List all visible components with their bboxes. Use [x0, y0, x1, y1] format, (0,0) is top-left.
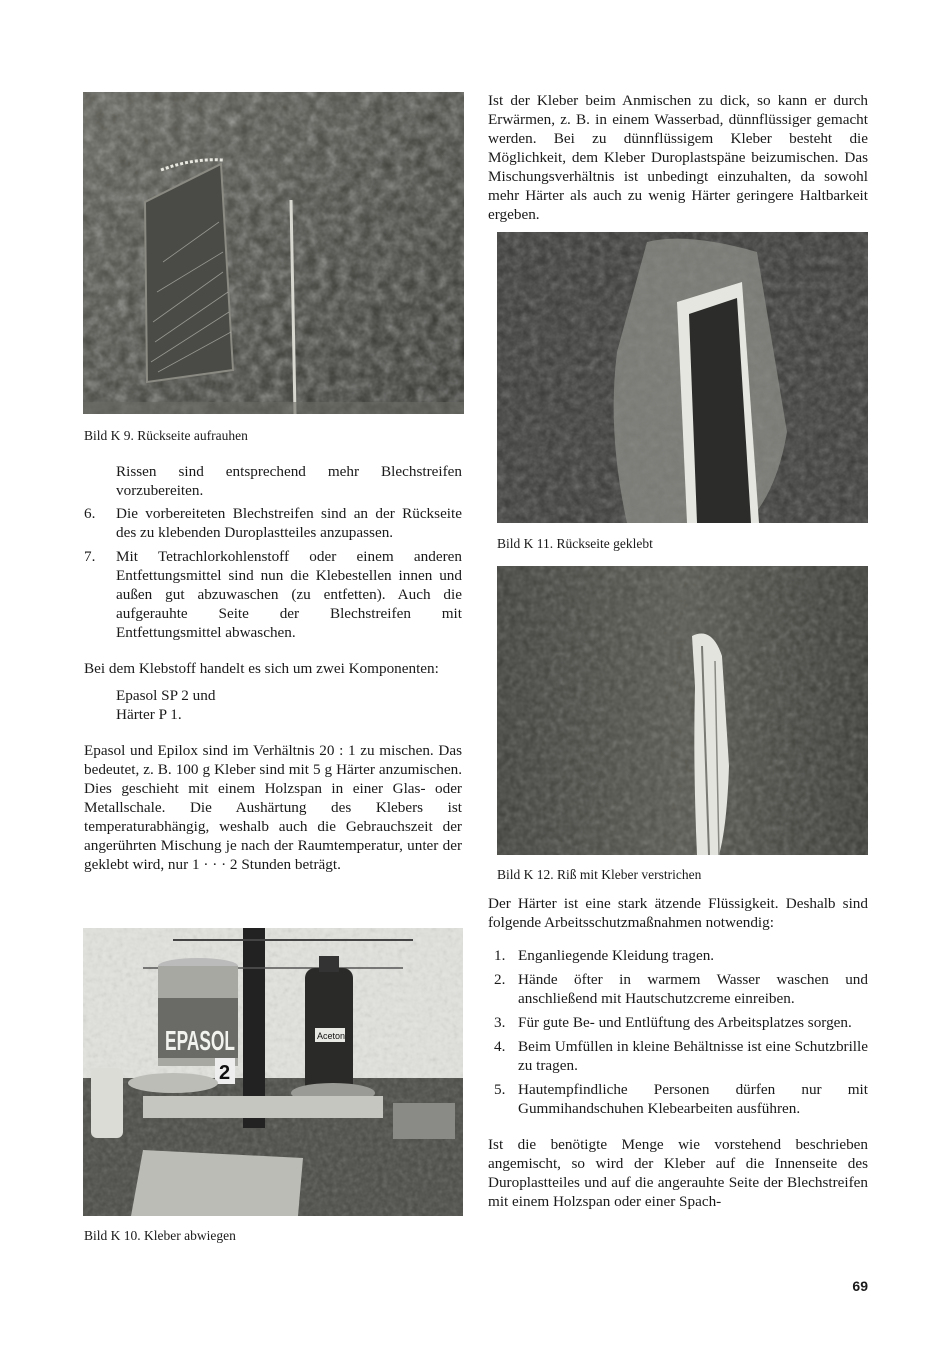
ratio-paragraph: Epasol und Epilox sind im Verhältnis 20 : 1 zu mischen. Das bedeutet, z. B. 100 g Kleber sind mit 5 g Härter anzumischen. Dies geschieht mit einem Holzspan in einer Glas- oder Metallschale. Die Aushärtung des Klebers ist temperaturabhängig, weshalb auch die Gebrauchszeit der angerührten Mischung je nach der Raumtemperatur, unter der geklebt wird, nur 1 · · · 2 Stunden beträgt. [84, 742, 462, 873]
step-text: Mit Tetrachlorkohlenstoff oder einem anderen Entfettungsmittel sind nun die Klebestellen innen und außen gut abzuwaschen (zu entfetten). Auch die aufgerauhte Seite der Blechstreifen mit Entfettungsmittel abwaschen. [116, 548, 462, 641]
safety-number: 1. [494, 947, 506, 964]
safety-item [494, 1037, 868, 1075]
bottle-label: Aceton [317, 1031, 346, 1041]
safety-number: 2. [494, 971, 506, 988]
photo-k9-rueckseite-aufrauhen [83, 92, 464, 414]
step-item [84, 504, 462, 542]
steps-list [84, 504, 462, 642]
continuation-paragraph: Rissen sind entsprechend mehr Blechstreifen vorzubereiten. [116, 463, 462, 499]
closing-paragraph: Ist die benötigte Menge wie vorstehend beschrieben angemischt, so wird der Kleber auf die Innenseite des Duroplastteiles und auf die angerauhte Seite der Blechstreifen mit einem Holzspan oder einer Spach- [488, 1136, 868, 1210]
step-item [84, 547, 462, 642]
safety-text: Hautempfindliche Personen dürfen nur mit Gummihandschuhen Klebearbeiten ausführen. [518, 1081, 868, 1117]
can-label: EPASOL [165, 1025, 235, 1056]
safety-text: Enganliegende Kleidung tragen. [518, 947, 715, 964]
safety-item [494, 1080, 868, 1118]
safety-list [488, 946, 868, 1118]
safety-number: 4. [494, 1038, 506, 1055]
right-safety-block [488, 894, 868, 1211]
caption-k11: Bild K 11. Rückseite geklebt [497, 536, 653, 551]
step-number: 6. [84, 505, 96, 522]
step-text: Die vorbereiteten Blechstreifen sind an der Rückseite des zu klebenden Duroplastteiles anzupassen. [116, 505, 462, 541]
component-line: Epasol SP 2 und [116, 687, 216, 704]
safety-text: Hände öfter in warmem Wasser waschen und anschließend mit Hautschutzcreme einreiben. [518, 971, 868, 1007]
safety-item [494, 946, 868, 965]
safety-item [494, 1013, 868, 1032]
safety-intro: Der Härter ist eine stark ätzende Flüssigkeit. Deshalb sind folgende Arbeitsschutzmaßnahmen notwendig: [488, 895, 868, 931]
caption-k12: Bild K 12. Riß mit Kleber verstrichen [497, 867, 702, 882]
left-column-text [84, 462, 462, 874]
caption-k9: Bild K 9. Rückseite aufrauhen [84, 428, 248, 443]
safety-number: 3. [494, 1014, 506, 1031]
photo-k10-kleber-abwiegen [83, 928, 463, 1216]
page-number: 69 [852, 1278, 868, 1294]
photo-k11-rueckseite-geklebt [497, 232, 868, 523]
safety-item [494, 970, 868, 1008]
component-line: Härter P 1. [116, 706, 182, 723]
can-number: 2 [219, 1062, 231, 1084]
safety-number: 5. [494, 1081, 506, 1098]
safety-text: Für gute Be- und Entlüftung des Arbeitsplatzes sorgen. [518, 1014, 852, 1031]
caption-k10: Bild K 10. Kleber abwiegen [84, 1228, 236, 1243]
photo-k12-riss-verstrichen [497, 566, 868, 855]
right-top-paragraph: Ist der Kleber beim Anmischen zu dick, so kann er durch Erwärmen, z. B. in einem Wasserbad, dünnflüssiger gemacht werden. Bei zu dünnflüssigem Kleber besteht die Möglichkeit, dem Kleber Duroplastspäne beizumischen. Das Mischungsverhältnis ist unbedingt einzuhalten, da sowohl mehr Härter als auch zu wenig Härter geringere Haltbarkeit ergeben. [488, 92, 868, 223]
safety-text: Beim Umfüllen in kleine Behältnisse ist eine Schutzbrille zu tragen. [518, 1038, 868, 1074]
adhesive-intro: Bei dem Klebstoff handelt es sich um zwei Komponenten: [84, 660, 439, 677]
step-number: 7. [84, 548, 96, 565]
